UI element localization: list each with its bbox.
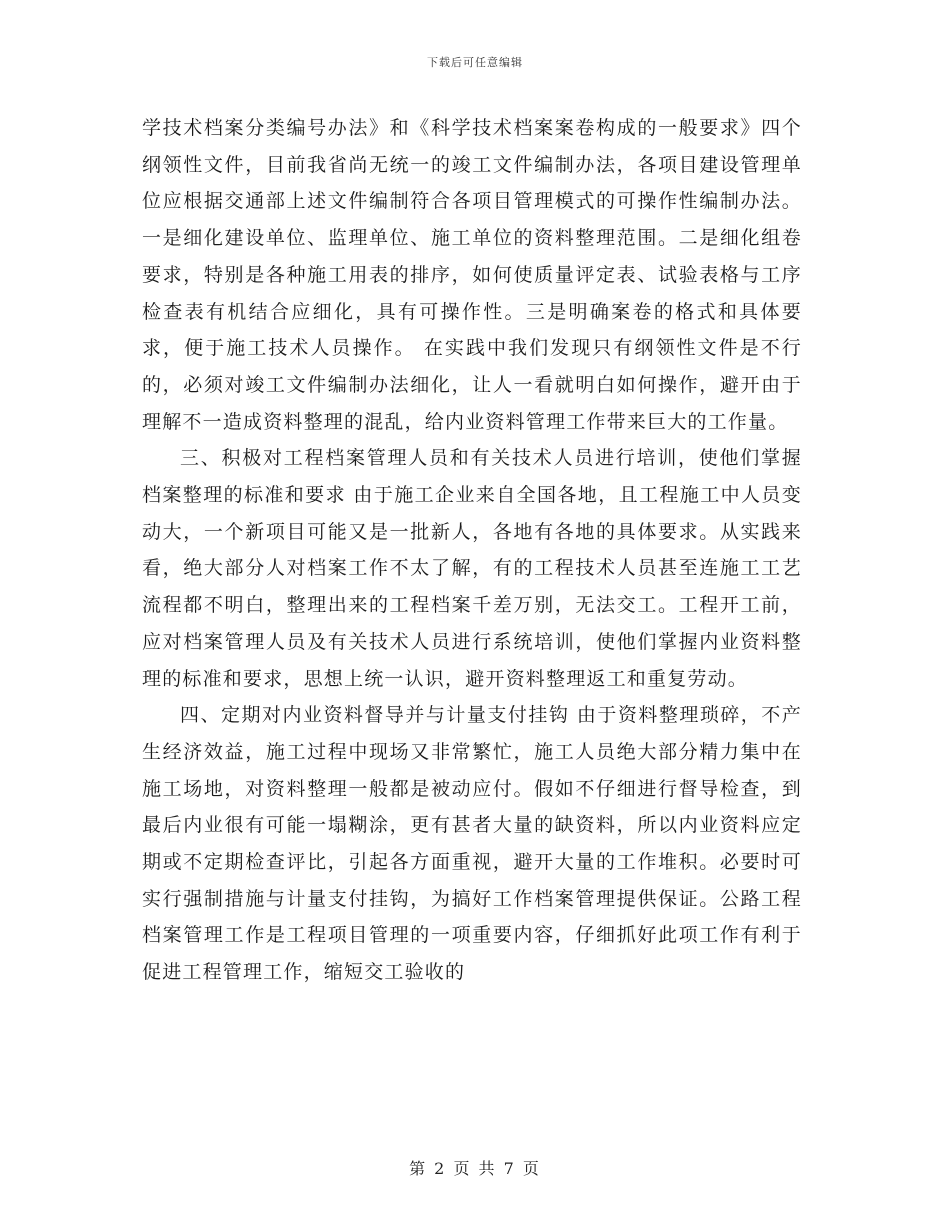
paragraph-section-four: 四、定期对内业资料督导并与计量支付挂钩 由于资料整理琐碎，不产生经济效益，施工过程中现场又非常繁忙，施工人员绝大部分精力集中在施工场地，对资料整理一般都是被动应付。假如不仔细进行督导检查，到最后内业很有可能一塌糊涂，更有甚者大量的缺资料，所以内业资料应定期或不定期检查评比，引起各方面重视，避开大量的工作堆积。必要时可实行强制措施与计量支付挂钩，为搞好工作档案管理提供保证。公路工程档案管理工作是工程项目管理的一项重要内容，仔细抓好此项工作有利于促进工程管理工作，缩短交工验收的 xyxy=(142,704,802,984)
page-header: 下载后可任意编辑 xyxy=(427,56,523,69)
page-number-footer: 第 2 页 共 7 页 xyxy=(409,1159,541,1178)
paragraph-section-three: 三、积极对工程档案管理人员和有关技术人员进行培训，使他们掌握档案整理的标准和要求 由于施工企业来自全国各地，且工程施工中人员变动大，一个新项目可能又是一批新人，各地有各地的具体要求。从实践来看，绝大部分人对档案工作不太了解，有的工程技术人员甚至连施工工艺流程都不明白，整理出来的工程档案千差万别，无法交工。工程开工前，应对档案管理人员及有关技术人员进行系统培训，使他们掌握内业资料整理的标准和要求，思想上统一认识，避开资料整理返工和重复劳动。 xyxy=(142,447,802,690)
paragraph-continued: 学技术档案分类编号办法》和《科学技术档案案卷构成的一般要求》四个纲领性文件，目前我省尚无统一的竣工文件编制办法，各项目建设管理单位应根据交通部上述文件编制符合各项目管理模式的可操作性编制办法。一是细化建设单位、监理单位、施工单位的资料整理范围。二是细化组卷要求，特别是各种施工用表的排序，如何使质量评定表、试验表格与工序检查表有机结合应细化，具有可操作性。三是明确案卷的格式和具体要求，便于施工技术人员操作。 在实践中我们发现只有纲领性文件是不行的，必须对竣工文件编制办法细化，让人一看就明白如何操作，避开由于理解不一造成资料整理的混乱，给内业资料管理工作带来巨大的工作量。 xyxy=(142,117,802,433)
document-body xyxy=(142,110,802,991)
